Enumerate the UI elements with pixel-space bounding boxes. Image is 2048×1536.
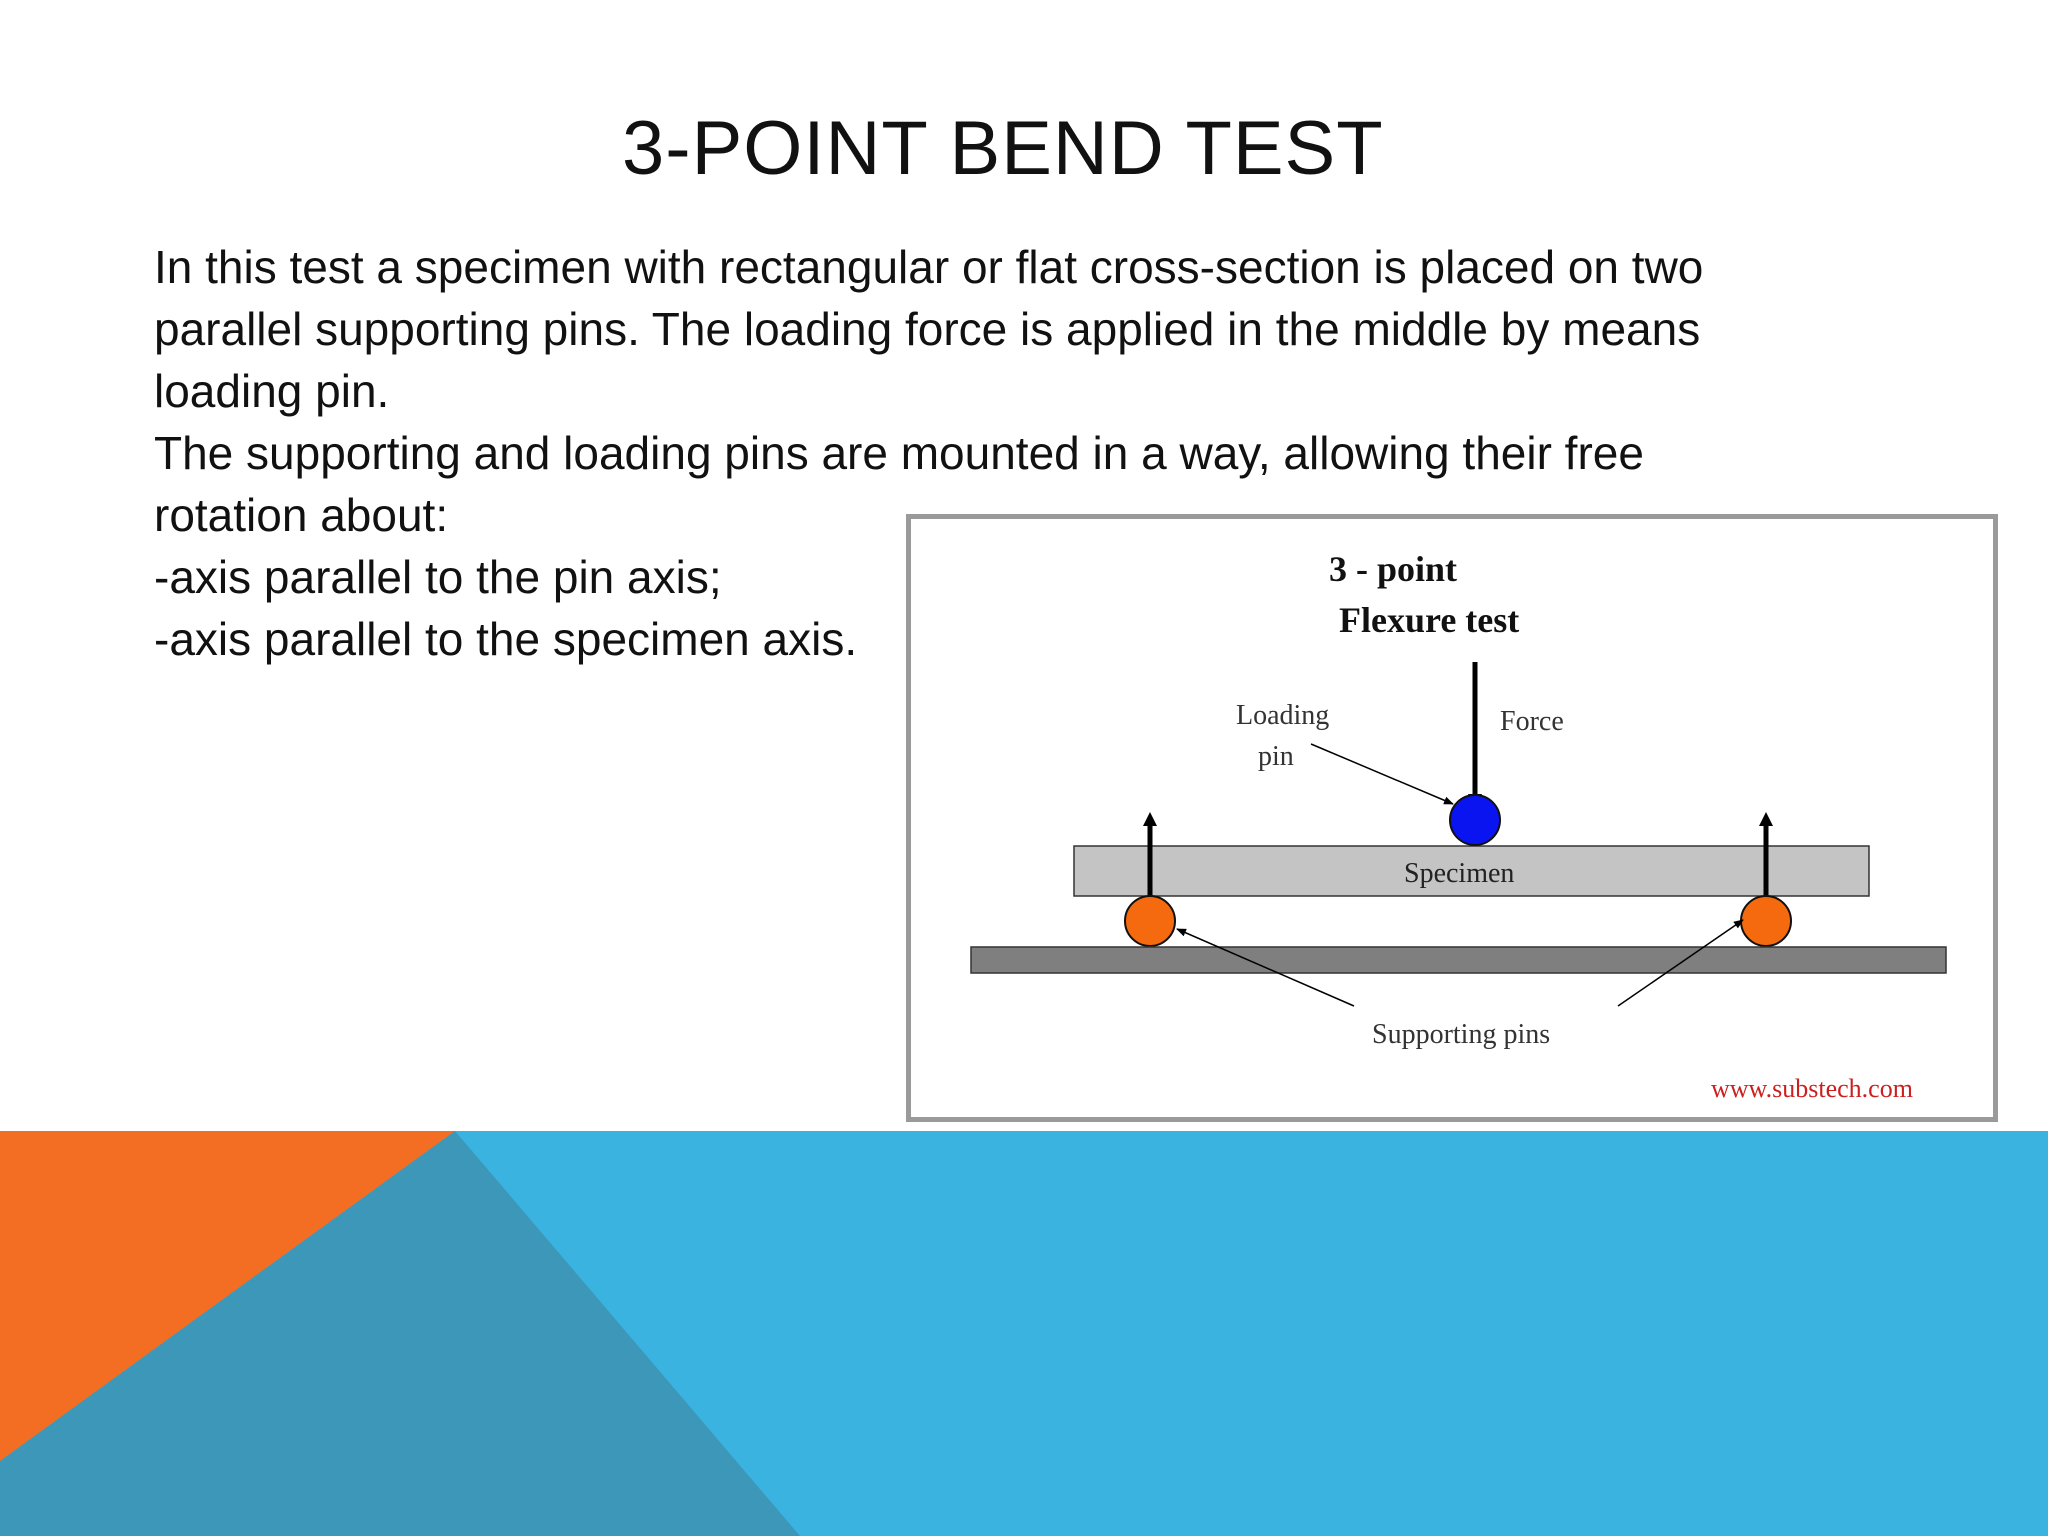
body-line-2: parallel supporting pins. The loading force is applied in the middle by means — [154, 303, 1701, 355]
base-plate — [971, 947, 1946, 973]
body-line-6: -axis parallel to the pin axis; — [154, 551, 722, 603]
right-supporting-pin — [1741, 896, 1791, 946]
left-supporting-pin — [1125, 896, 1175, 946]
body-line-4: The supporting and loading pins are mounted in a way, allowing their free — [154, 427, 1644, 479]
body-line-1: In this test a specimen with rectangular or flat cross-section is placed on two — [154, 241, 1704, 293]
loading-pin-label-line2: pin — [1258, 741, 1294, 772]
specimen-label: Specimen — [1404, 858, 1515, 889]
loading-pin-pointer — [1311, 744, 1453, 804]
force-label: Force — [1500, 706, 1564, 737]
body-line-7: -axis parallel to the specimen axis. — [154, 613, 858, 665]
diagram-canvas — [911, 519, 1993, 1117]
body-line-5: rotation about: — [154, 489, 449, 541]
diagram-title-line1: 3 - point — [1329, 549, 1458, 589]
slide-title: 3-POINT BEND TEST — [622, 106, 1384, 191]
loading-pin — [1450, 795, 1500, 845]
flexure-test-diagram — [906, 514, 1998, 1122]
loading-pin-label-line1: Loading — [1236, 700, 1330, 731]
diagram-title-line2: Flexure test — [1339, 600, 1520, 640]
body-line-3: loading pin. — [154, 365, 390, 417]
supporting-pins-label: Supporting pins — [1372, 1019, 1551, 1050]
source-credit: www.substech.com — [1711, 1074, 1913, 1103]
footer-decoration — [0, 1131, 2048, 1536]
